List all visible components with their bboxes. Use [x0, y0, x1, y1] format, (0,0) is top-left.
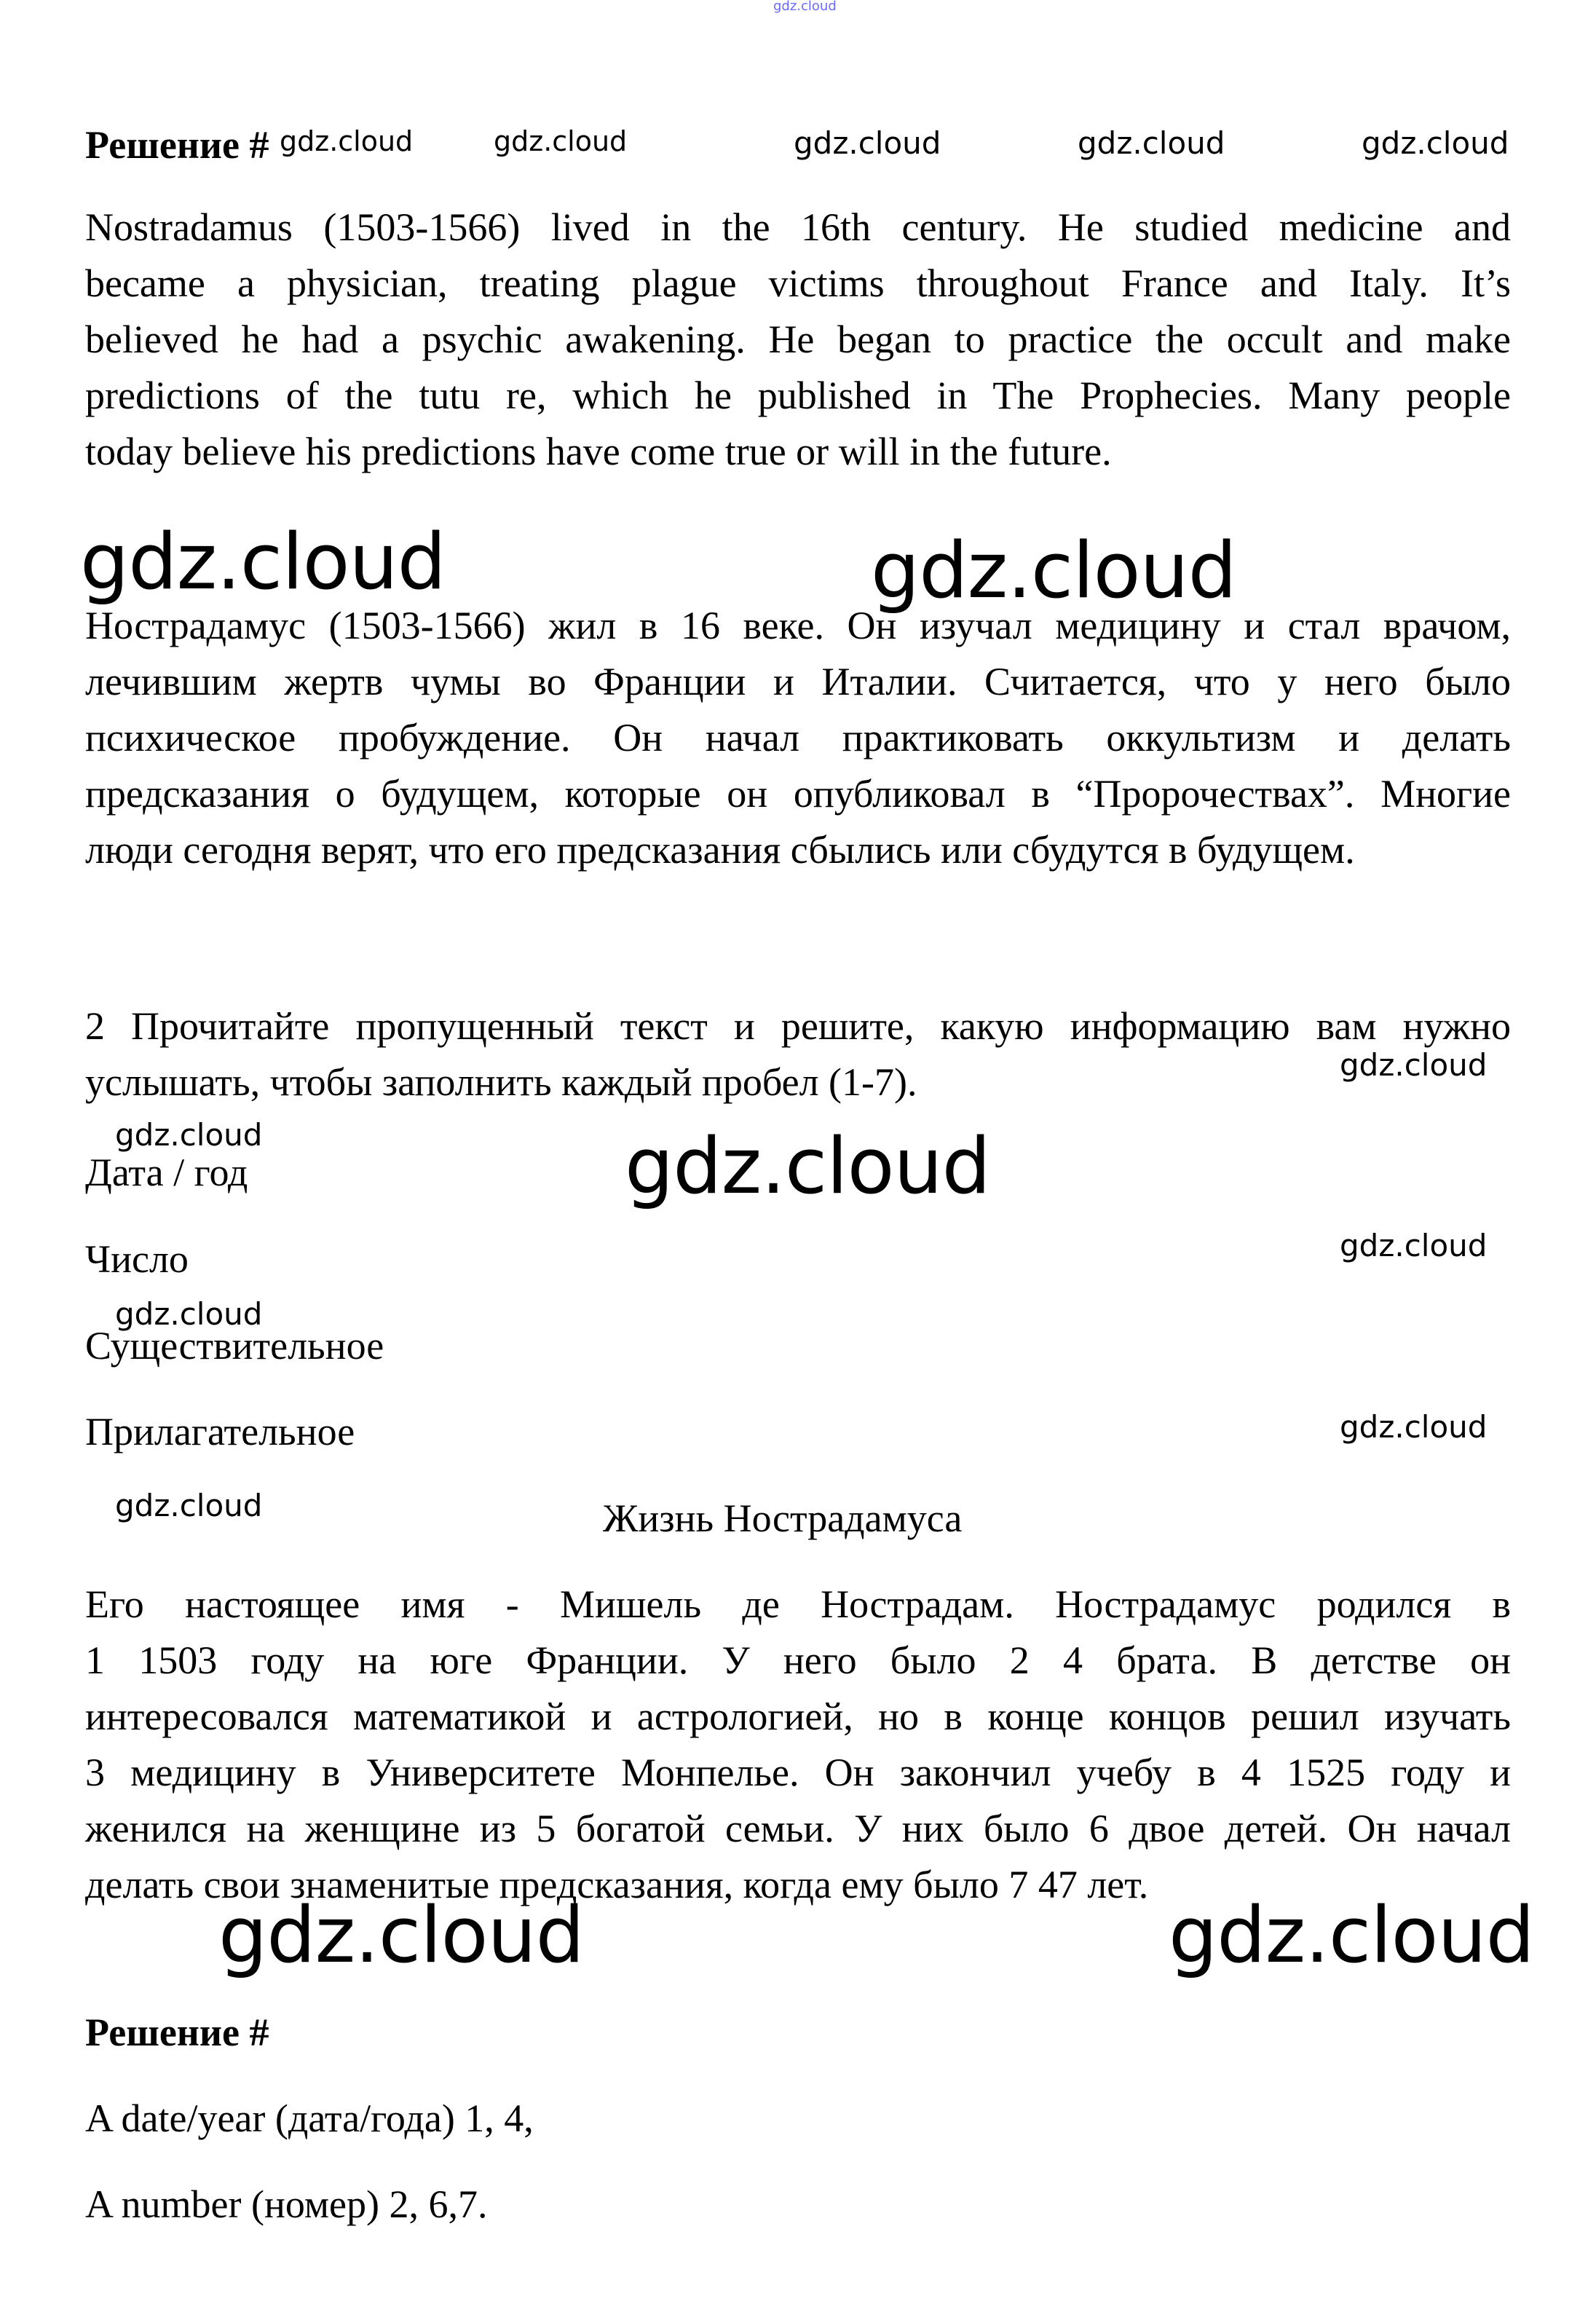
english-line: believed he had a psychic awakening. He began to practice the occult and make — [85, 317, 1511, 361]
russian-line: предсказания о будущем, которые он опубликовал в “Пророчествах”. Многие — [85, 772, 1511, 816]
watermark: gdz.cloud — [115, 1117, 263, 1153]
watermark: gdz.cloud — [280, 125, 414, 157]
watermark-large: gdz.cloud — [1169, 1890, 1534, 1980]
watermark-large: gdz.cloud — [218, 1890, 584, 1980]
russian-line: Нострадамус (1503-1566) жил в 16 веке. Он изучал медицину и стал врачом, — [85, 604, 1511, 647]
passage-title: Жизнь Нострадамуса — [603, 1496, 963, 1540]
watermark-top: gdz.cloud — [773, 0, 837, 14]
watermark-large: gdz.cloud — [80, 517, 446, 607]
watermark: gdz.cloud — [1340, 1409, 1488, 1445]
watermark: gdz.cloud — [794, 125, 941, 161]
solution-heading-2: Решение # — [85, 2011, 269, 2054]
watermark: gdz.cloud — [115, 1488, 263, 1523]
passage-line: Его настоящее имя - Мишель де Нострадам. Нострадамус родился в — [85, 1582, 1511, 1626]
category-adjective: Прилагательное — [85, 1410, 355, 1453]
english-line: predictions of the tutu re, which he published in The Prophecies. Many people — [85, 374, 1511, 417]
passage-line: женился на женщине из 5 богатой семьи. У них было 6 двое детей. Он начал — [85, 1807, 1511, 1850]
category-date-year: Дата / год — [85, 1151, 248, 1194]
watermark: gdz.cloud — [494, 125, 628, 157]
watermark: gdz.cloud — [115, 1296, 263, 1332]
watermark: gdz.cloud — [1362, 125, 1509, 161]
answer-line: A number (номер) 2, 6,7. — [85, 2182, 488, 2226]
passage-line: интересовался математикой и астрологией, но в конце концов решил изучать — [85, 1695, 1511, 1738]
category-number: Число — [85, 1237, 189, 1281]
answer-line: A date/year (дата/года) 1, 4, — [85, 2096, 534, 2140]
category-noun: Существительное — [85, 1324, 384, 1368]
english-line: Nostradamus (1503-1566) lived in the 16th century. He studied medicine and — [85, 205, 1511, 249]
watermark: gdz.cloud — [1340, 1228, 1488, 1263]
solution-heading-1: Решение # — [85, 123, 269, 167]
passage-line: 1 1503 году на юге Франции. У него было 2 4 брата. В детстве он — [85, 1638, 1511, 1682]
english-line: today believe his predictions have come true or will in the future. — [85, 430, 1112, 473]
english-line: became a physician, treating plague victims throughout France and Italy. It’s — [85, 261, 1511, 305]
watermark: gdz.cloud — [1340, 1047, 1488, 1083]
russian-line: люди сегодня верят, что его предсказания сбылись или сбудутся в будущем. — [85, 828, 1355, 872]
russian-line: лечившим жертв чумы во Франции и Италии. Считается, что у него было — [85, 660, 1511, 703]
watermark: gdz.cloud — [1078, 125, 1225, 161]
watermark-large: gdz.cloud — [871, 526, 1236, 615]
watermark-large: gdz.cloud — [625, 1121, 990, 1211]
passage-line: делать свои знаменитые предсказания, когда ему было 7 47 лет. — [85, 1863, 1149, 1906]
task-instruction-line: услышать, чтобы заполнить каждый пробел (1-7). — [85, 1060, 917, 1104]
task-instruction-line: 2 Прочитайте пропущенный текст и решите, какую информацию вам нужно — [85, 1004, 1511, 1048]
passage-line: 3 медицину в Университете Монпелье. Он закончил учебу в 4 1525 году и — [85, 1751, 1511, 1794]
russian-line: психическое пробуждение. Он начал практиковать оккультизм и делать — [85, 716, 1511, 760]
